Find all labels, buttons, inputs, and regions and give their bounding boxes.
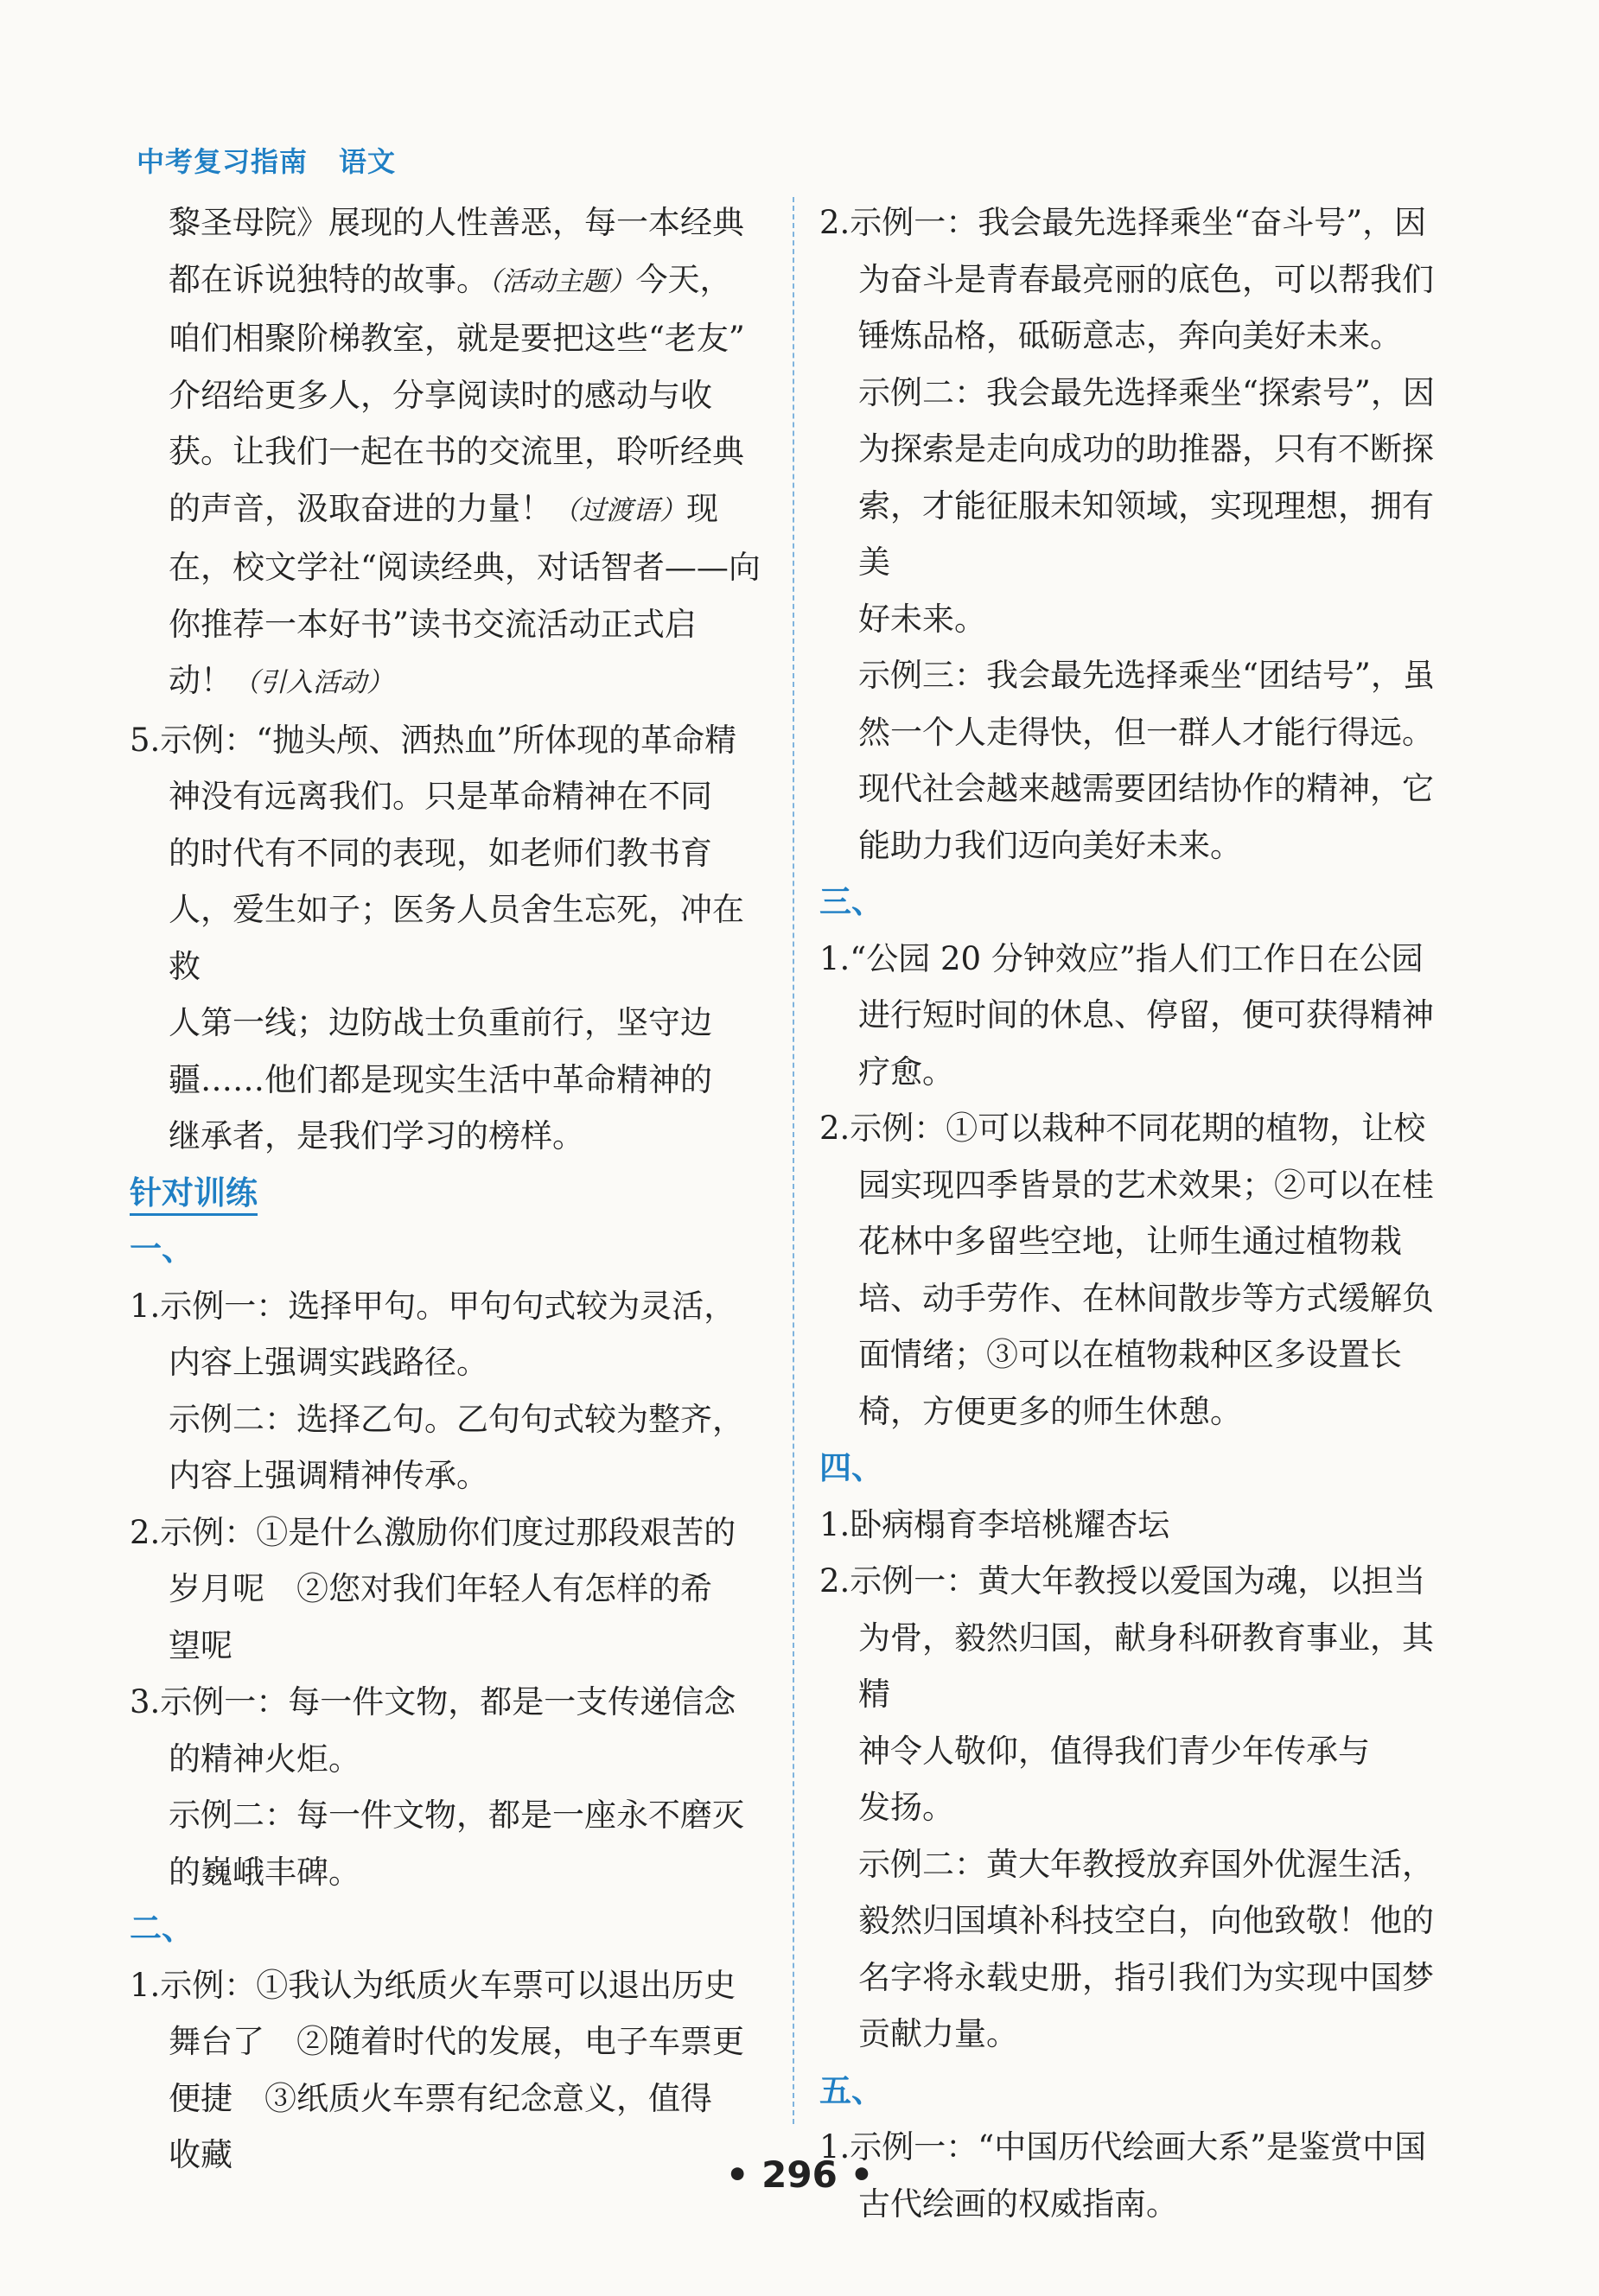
- page-number: • 296 •: [725, 2153, 874, 2196]
- right-column: [819, 194, 1463, 2232]
- s2-answer-1: 1.示例：①我认为纸质火车票可以退出历史 舞台了 ②随着时代的发展，电子车票更 便捷 ③纸质火车票有纪念意义，值得 收藏: [130, 1966, 744, 2173]
- s3-answer-2: 2.示例：①可以栽种不同花期的植物，让校 园实现四季皆景的艺术效果；②可以在桂 花林中多留些空地，让师生通过植物栽 培、动手劳作、在林间散步等方式缓解负 面情绪；③可以在植物栽种区多设置长 椅，方便更多的师生休憩。: [819, 1110, 1434, 1430]
- intro-paragraph: 黎圣母院》展现的人性善恶，每一本经典 都在诉说独特的故事。（活动主题）今天， 咱们相聚阶梯教室，就是要把这些“老友” 介绍给更多人，分享阅读时的感动与收 获。让我们一起在书的交流里，聆听经典 的声音，汲取奋进的力量！（过渡语）现 在，校文学社“阅读经典，对话智者——向 你推荐一本好书”读书交流活动正式启 动！（引入活动）: [169, 204, 761, 699]
- left-column: [130, 194, 769, 2184]
- s4-answer-2-example-2: 示例二：黄大年教授放弃国外优渥生活， 毅然归国填补科技空白，向他致敬！他的 名字将永载史册，指引我们为实现中国梦 贡献力量。: [858, 1845, 1434, 2052]
- s2-answer-2-example-2: 示例二：我会最先选择乘坐“探索号”，因 为探索是走向成功的助推器，只有不断探 索，才能征服未知领域，实现理想，拥有美 好未来。: [858, 373, 1435, 638]
- s4-answer-1: 1.卧病榻育李培桃耀杏坛: [819, 1505, 1170, 1543]
- s1-answer-3: 3.示例一：每一件文物，都是一支传递信念 的精神火炬。: [130, 1683, 736, 1778]
- note-intro-activity: （引入活动）: [233, 667, 393, 698]
- answer-5: 5.示例：“抛头颅、洒热血”所体现的革命精 神没有远离我们。只是革命精神在不同 的时代有不同的表现，如老师们教书育 人，爱生如子；医务人员舍生忘死，冲在救 人第一线；边防战士负重前行，坚守边 疆……他们都是现实生活中革命精神的 继承者，是我们学习的榜样。: [130, 721, 744, 1154]
- subject-label: 语文: [339, 145, 397, 178]
- note-activity-theme: （活动主题）: [488, 265, 636, 297]
- section-3-heading: 三、: [819, 883, 883, 920]
- s2-answer-2-example-3: 示例三：我会最先选择乘坐“团结号”，虽 然一个人走得快，但一群人才能行得远。 现代社会越来越需要团结协作的精神，它 能助力我们迈向美好未来。: [858, 657, 1435, 864]
- s4-answer-2: 2.示例一：黄大年教授以爱国为魂，以担当 为骨，毅然归国，献身科研教育事业，其精 神令人敬仰，值得我们青少年传承与 发扬。: [819, 1562, 1434, 1826]
- s3-answer-1: 1.“公园 20 分钟效应”指人们工作日在公园 进行短时间的休息、停留，便可获得精神 疗愈。: [819, 939, 1434, 1091]
- s1-answer-2: 2.示例：①是什么激励你们度过那段艰苦的 岁月呢 ②您对我们年轻人有怎样的希 望呢: [130, 1513, 736, 1664]
- section-2-heading: 二、: [130, 1910, 194, 1947]
- s1-answer-1: 1.示例一：选择甲句。甲句句式较为灵活， 内容上强调实践路径。: [130, 1287, 736, 1381]
- s1-answer-1-example-2: 示例二：选择乙句。乙句句式较为整齐， 内容上强调精神传承。: [169, 1400, 744, 1494]
- s1-answer-3-example-2: 示例二：每一件文物，都是一座永不磨灭 的巍峨丰碑。: [169, 1797, 744, 1891]
- running-header: [137, 140, 427, 180]
- note-transition: （过渡语）: [552, 494, 686, 526]
- s5-answer-1: 1.示例一：“中国历代绘画大系”是鉴赏中国 古代绘画的权威指南。: [819, 2128, 1427, 2223]
- section-1-heading: 一、: [130, 1231, 194, 1268]
- book-title: 中考复习指南: [137, 145, 309, 178]
- s2-answer-2: 2.示例一：我会最先选择乘坐“奋斗号”，因 为奋斗是青春最亮丽的底色，可以帮我们 锤炼品格，砥砺意志，奔向美好未来。: [819, 204, 1434, 354]
- training-title: 针对训练: [130, 1165, 769, 1222]
- section-4-heading: 四、: [819, 1449, 883, 1486]
- column-divider: [793, 197, 794, 2124]
- section-5-heading: 五、: [819, 2071, 883, 2109]
